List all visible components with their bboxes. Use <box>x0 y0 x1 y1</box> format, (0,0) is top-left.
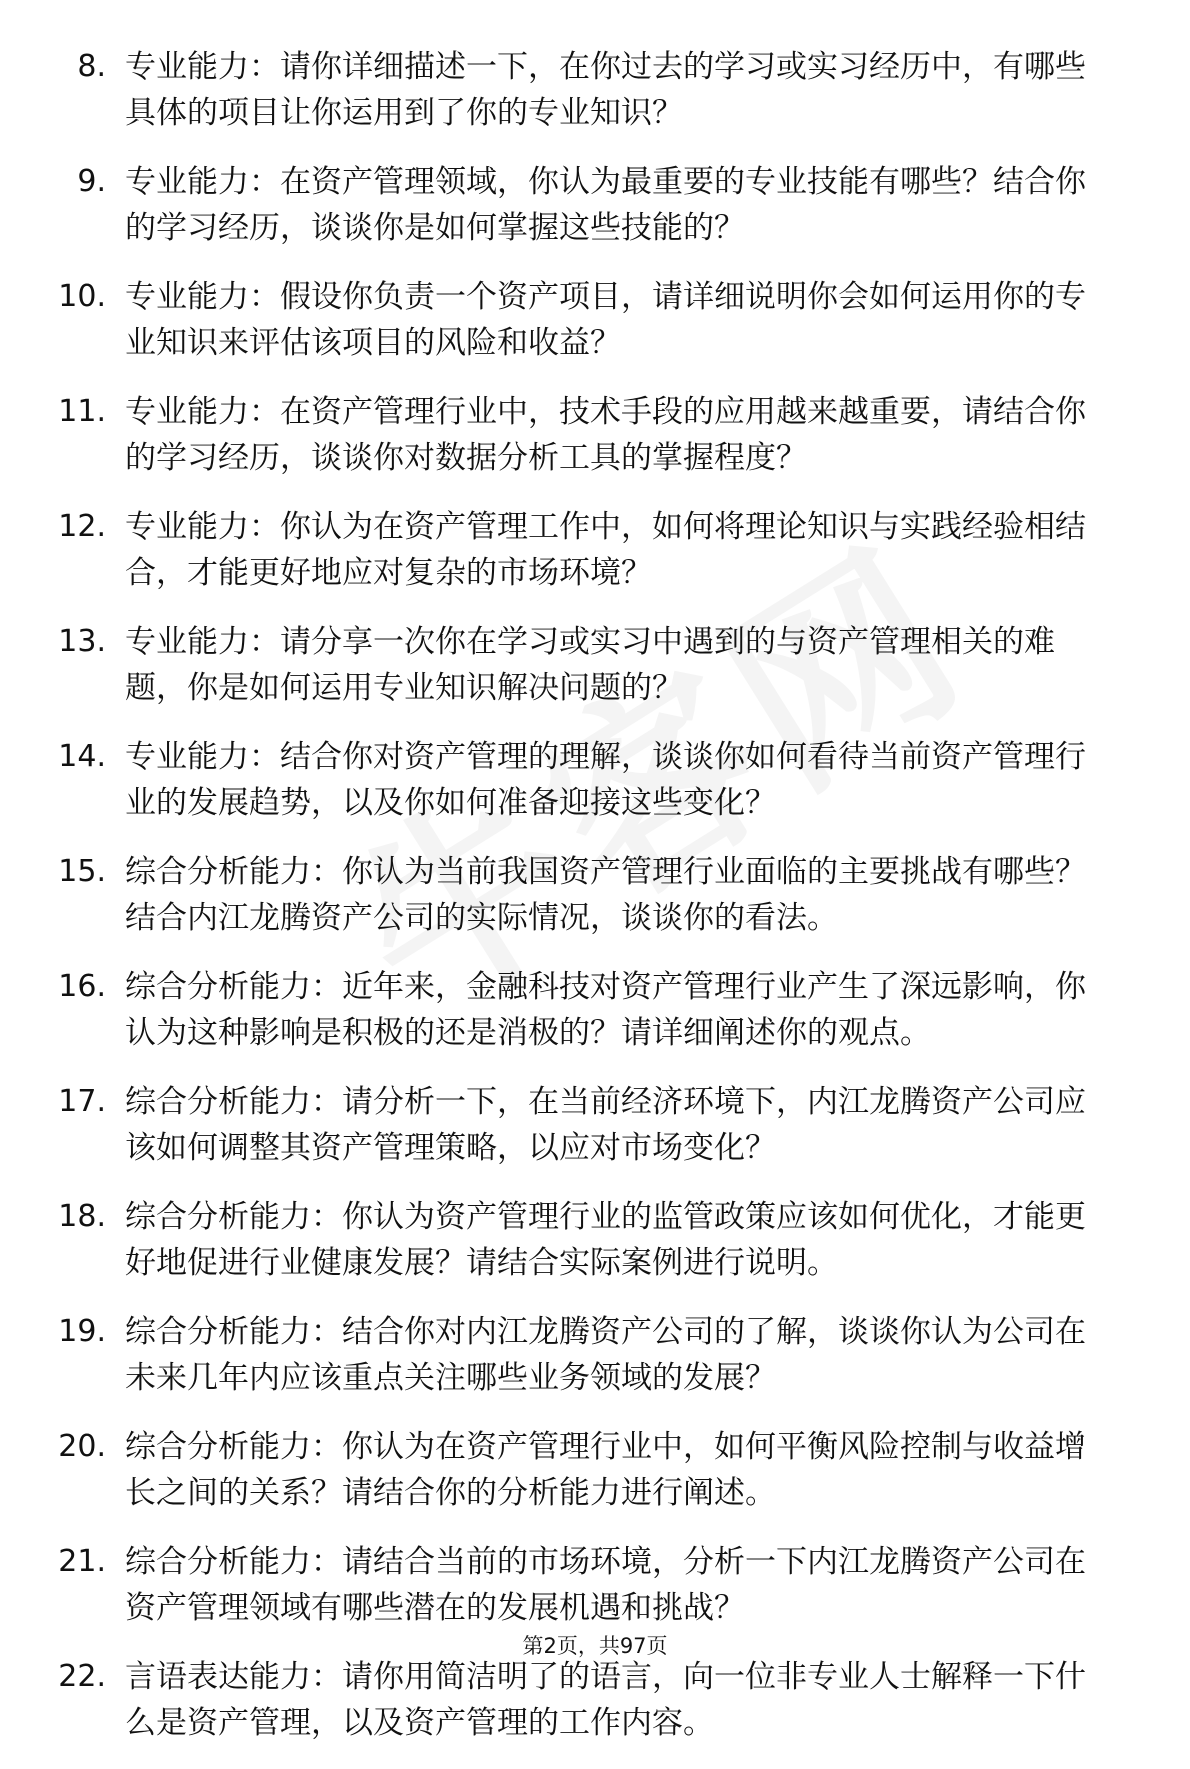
question-number: 18. <box>58 1199 106 1234</box>
question-item <box>0 849 1190 941</box>
question-text: 专业能力：请你详细描述一下，在你过去的学习或实习经历中，有哪些具体的项目让你运用到了你的专业知识？ <box>125 49 1086 131</box>
question-number: 14. <box>58 739 106 774</box>
question-text: 专业能力：你认为在资产管理工作中，如何将理论知识与实践经验相结合，才能更好地应对复杂的市场环境？ <box>125 509 1086 591</box>
question-text: 综合分析能力：结合你对内江龙腾资产公司的了解，谈谈你认为公司在未来几年内应该重点关注哪些业务领域的发展？ <box>125 1314 1086 1396</box>
question-number: 22. <box>58 1659 106 1694</box>
question-text: 专业能力：假设你负责一个资产项目，请详细说明你会如何运用你的专业知识来评估该项目的风险和收益？ <box>125 279 1086 361</box>
question-item <box>0 1424 1190 1516</box>
question-number: 19. <box>58 1314 106 1349</box>
page-footer: 第2页，共97页 <box>522 1634 668 1658</box>
question-text: 专业能力：结合你对资产管理的理解，谈谈你如何看待当前资产管理行业的发展趋势，以及你如何准备迎接这些变化？ <box>125 739 1086 821</box>
question-text: 综合分析能力：你认为在资产管理行业中，如何平衡风险控制与收益增长之间的关系？请结合你的分析能力进行阐述。 <box>125 1429 1086 1511</box>
question-number: 15. <box>58 854 106 889</box>
question-item <box>0 504 1190 596</box>
question-text: 专业能力：在资产管理行业中，技术手段的应用越来越重要，请结合你的学习经历，谈谈你对数据分析工具的掌握程度？ <box>125 394 1086 476</box>
question-number: 10. <box>58 279 106 314</box>
question-text: 综合分析能力：请结合当前的市场环境，分析一下内江龙腾资产公司在资产管理领域有哪些潜在的发展机遇和挑战？ <box>125 1544 1086 1626</box>
question-item <box>0 1194 1190 1286</box>
question-item <box>0 1079 1190 1171</box>
question-number: 13. <box>58 624 106 659</box>
question-text: 专业能力：在资产管理领域，你认为最重要的专业技能有哪些？结合你的学习经历，谈谈你是如何掌握这些技能的？ <box>125 164 1086 246</box>
question-list <box>0 44 1190 1769</box>
question-text: 言语表达能力：请你用简洁明了的语言，向一位非专业人士解释一下什么是资产管理，以及资产管理的工作内容。 <box>125 1659 1086 1741</box>
question-number: 16. <box>58 969 106 1004</box>
question-item <box>0 964 1190 1056</box>
question-item <box>0 619 1190 711</box>
question-item <box>0 159 1190 251</box>
question-number: 20. <box>58 1429 106 1464</box>
question-number: 9. <box>77 164 106 199</box>
question-text: 综合分析能力：近年来，金融科技对资产管理行业产生了深远影响，你认为这种影响是积极的还是消极的？请详细阐述你的观点。 <box>125 969 1086 1051</box>
question-item <box>0 274 1190 366</box>
question-number: 17. <box>58 1084 106 1119</box>
question-item <box>0 1309 1190 1401</box>
question-number: 21. <box>58 1544 106 1579</box>
question-text: 专业能力：请分享一次你在学习或实习中遇到的与资产管理相关的难题，你是如何运用专业知识解决问题的？ <box>125 624 1055 706</box>
question-item <box>0 1539 1190 1631</box>
question-item <box>0 734 1190 826</box>
question-item <box>0 44 1190 136</box>
question-number: 8. <box>77 49 106 84</box>
question-text: 综合分析能力：请分析一下，在当前经济环境下，内江龙腾资产公司应该如何调整其资产管理策略，以应对市场变化？ <box>125 1084 1086 1166</box>
question-number: 12. <box>58 509 106 544</box>
question-number: 11. <box>58 394 106 429</box>
question-text: 综合分析能力：你认为当前我国资产管理行业面临的主要挑战有哪些？结合内江龙腾资产公司的实际情况，谈谈你的看法。 <box>125 854 1086 936</box>
question-item <box>0 389 1190 481</box>
question-text: 综合分析能力：你认为资产管理行业的监管政策应该如何优化，才能更好地促进行业健康发展？请结合实际案例进行说明。 <box>125 1199 1086 1281</box>
question-item <box>0 1654 1190 1746</box>
